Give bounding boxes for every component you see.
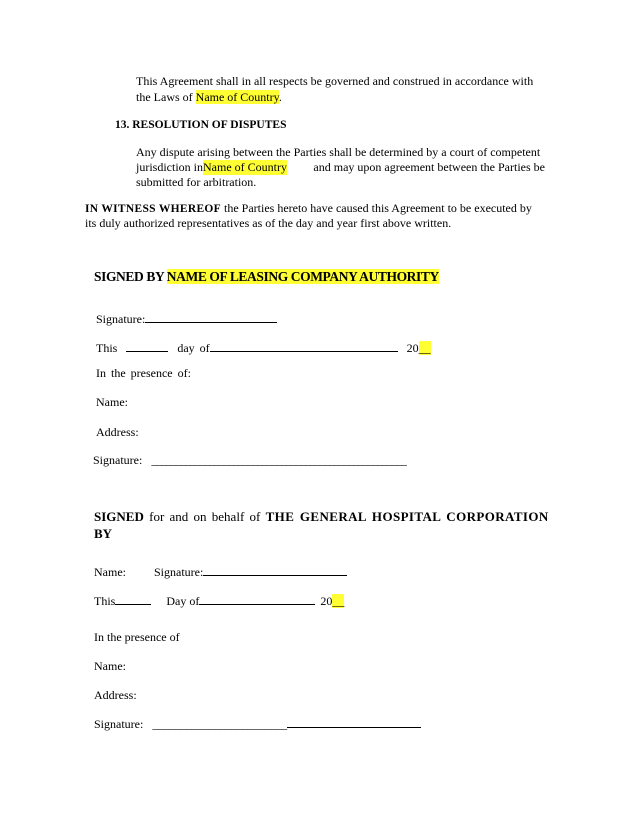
hospital-signed-label: SIGNED bbox=[94, 509, 144, 524]
hospital-witness-signature-line[interactable] bbox=[287, 726, 421, 728]
leasing-presence-label: In the presence of: bbox=[96, 366, 191, 380]
hospital-name-label: Name: bbox=[94, 565, 126, 579]
signed-by-label: SIGNED BY bbox=[94, 269, 167, 284]
hospital-witness-signature-label: Signature: bbox=[94, 717, 144, 731]
country-placeholder: Name of Country bbox=[195, 90, 279, 104]
hospital-by-label: BY bbox=[94, 526, 113, 541]
leasing-day-of-label: day of bbox=[177, 341, 210, 355]
witness-text: the Parties hereto have caused this Agreement to be executed by bbox=[221, 201, 532, 215]
hospital-day-of-label: Day of bbox=[166, 594, 200, 608]
leasing-this-line[interactable] bbox=[126, 350, 168, 352]
hospital-signature-line[interactable] bbox=[203, 574, 347, 576]
leasing-year-blank[interactable]: __ bbox=[418, 341, 431, 355]
governing-law-line-1: This Agreement shall in all respects be governed and construed in accordance with bbox=[136, 74, 534, 88]
hospital-presence-label: In the presence of bbox=[94, 630, 180, 644]
section-13-line-3: submitted for arbitration. bbox=[136, 175, 257, 189]
witness-line-2: its duly authorized representatives as of the day and year first above written. bbox=[85, 216, 452, 230]
jurisdiction-suffix: and may upon agreement between the Parties be bbox=[313, 160, 545, 174]
leasing-witness-signature-row bbox=[93, 453, 406, 468]
governing-law-suffix: . bbox=[278, 90, 282, 104]
hospital-signed-heading bbox=[94, 509, 549, 525]
leasing-date-row bbox=[96, 341, 431, 356]
leasing-witness-signature-blank[interactable]: _____________________________________________________ bbox=[151, 453, 406, 467]
hospital-for-behalf: for and on behalf of bbox=[143, 509, 266, 524]
country-placeholder-2: Name of Country bbox=[203, 160, 287, 174]
leasing-year-prefix: 20 bbox=[406, 341, 419, 355]
leasing-signed-heading bbox=[94, 269, 439, 285]
hospital-signature-label: Signature: bbox=[154, 565, 204, 579]
leasing-witness-signature-label: Signature: bbox=[93, 453, 143, 467]
leasing-authority-placeholder: NAME OF LEASING COMPANY AUTHORITY bbox=[166, 269, 439, 284]
leasing-signature-row bbox=[96, 312, 277, 327]
hospital-corp-name: THE GENERAL HOSPITAL CORPORATION bbox=[265, 509, 549, 524]
hospital-this-label: This bbox=[94, 594, 116, 608]
leasing-address-label: Address: bbox=[96, 425, 139, 439]
hospital-this-line[interactable] bbox=[115, 603, 151, 605]
hospital-name-signature-row bbox=[94, 565, 347, 580]
section-13-line-2 bbox=[136, 160, 545, 175]
hospital-date-row bbox=[94, 594, 344, 609]
leasing-this-label: This bbox=[96, 341, 118, 355]
section-13-line-1: Any dispute arising between the Parties shall be determined by a court of competent bbox=[136, 145, 541, 159]
witness-line-1 bbox=[85, 201, 532, 216]
leasing-name-label: Name: bbox=[96, 395, 128, 409]
leasing-signature-line[interactable] bbox=[145, 321, 277, 323]
governing-law-prefix: the Laws of bbox=[136, 90, 196, 104]
governing-law-line-2 bbox=[136, 90, 282, 105]
hospital-witness-signature-row bbox=[94, 717, 421, 732]
hospital-year-blank[interactable]: __ bbox=[332, 594, 345, 608]
hospital-year-prefix: 20 bbox=[320, 594, 333, 608]
jurisdiction-prefix: jurisdiction in bbox=[136, 160, 203, 174]
section-13-heading: 13. RESOLUTION OF DISPUTES bbox=[115, 119, 287, 131]
leasing-day-of-line[interactable] bbox=[210, 350, 398, 352]
witness-lead: IN WITNESS WHEREOF bbox=[85, 203, 221, 215]
hospital-day-of-line[interactable] bbox=[199, 603, 315, 605]
hospital-name2-label: Name: bbox=[94, 659, 126, 673]
leasing-signature-label: Signature: bbox=[96, 312, 146, 326]
hospital-address-label: Address: bbox=[94, 688, 137, 702]
hospital-witness-signature-blank[interactable]: ________________________ bbox=[152, 717, 287, 731]
